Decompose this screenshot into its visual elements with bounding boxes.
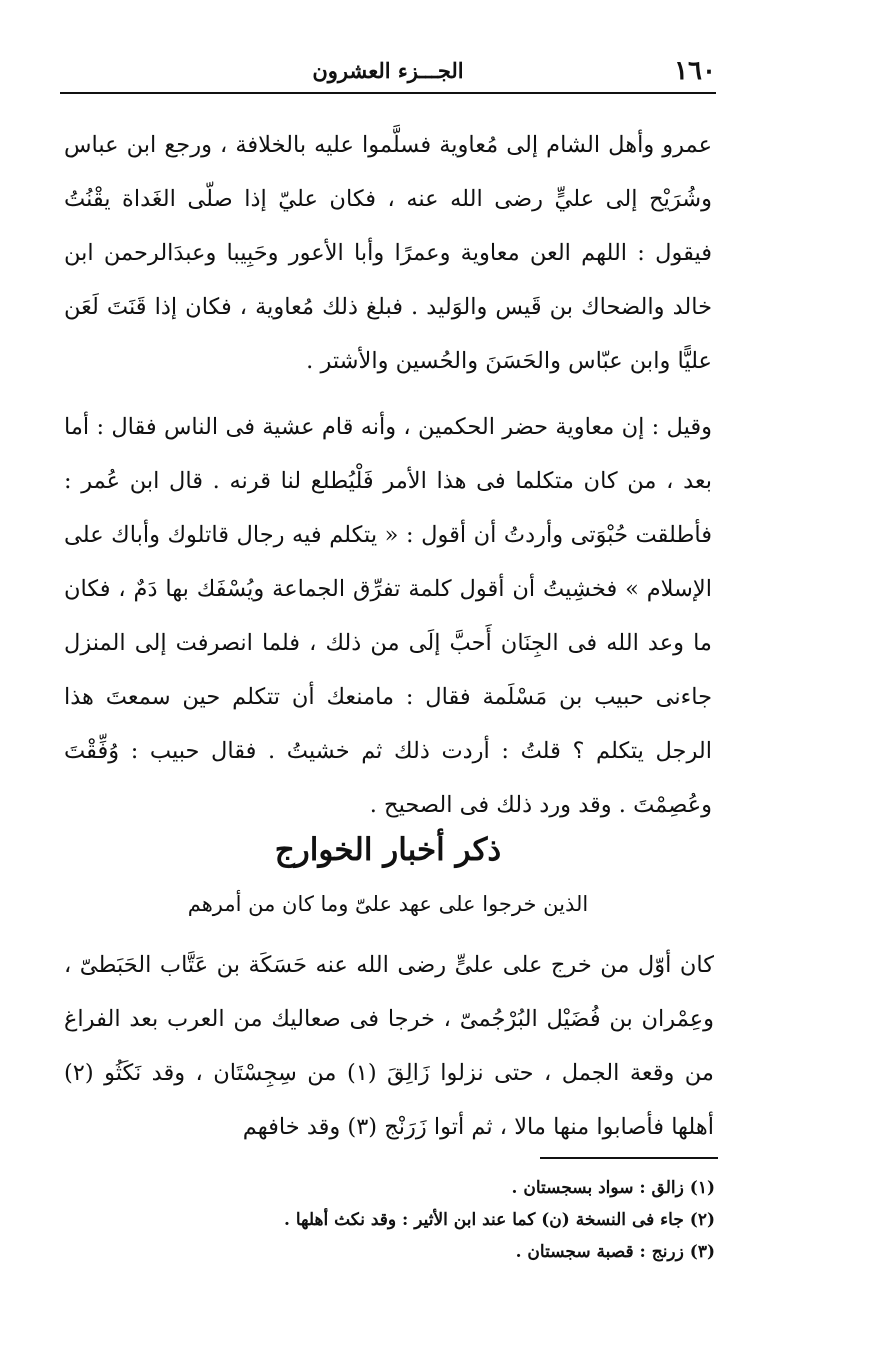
section-subtitle: الذين خرجوا على عهد علىّ وما كان من أمرهم (187, 892, 589, 916)
section-title: ذكر أخبار الخوارج (274, 832, 502, 868)
footnotes (180, 1172, 715, 1268)
footnote-divider (540, 1157, 718, 1159)
paragraph-1: عمرو وأهل الشام إلى مُعاوية فسلَّموا عليه بالخلافة ، ورجع ابن عباس وشُرَيْح إلى عليٍّ رضى الله عنه ، فكان عليّ إذا صلّى الغَداة يقْنُتُ فيقول : اللهم العن معاوية وعمرًا وأبا الأعور وحَبِيبا وعبدَالرحمن ابن خالد والضحاك بن قَيس والوَليد . فبلغ ذلك مُعاوية ، فكان إذا قَنَتَ لَعَن عليًّا وابن عبّاس والحَسَنَ والحُسين والأشتر . (64, 132, 712, 374)
paragraph-2: وقيل : إن معاوية حضر الحكمين ، وأنه قام عشية فى الناس فقال : أما بعد ، من كان متكلما فى هذا الأمر فَلْيُطلع لنا قرنه . قال ابن عُمر : فأطلقت حُبْوَتى وأردتُ أن أقول : « يتكلم فيه رجال قاتلوك وأباك على الإسلام » فخشِيتُ أن أقول كلمة تفرِّق الجماعة ويُسْفَك بها دَمٌ ، فكان ما وعد الله فى الجِنَان أَحبَّ إلَى من ذلك ، فلما انصرفت إلى المنزل جاءنى حبيب بن مَسْلَمة فقال : مامنعك أن تتكلم حين سمعتَ هذا الرجل يتكلم ؟ قلتُ : أردت ذلك ثم خشيتُ . فقال حبيب : وُفِّقْتَ وعُصِمْتَ . وقد ورد ذلك فى الصحيح . (64, 414, 712, 818)
footnote-2: (٢) جاء فى النسخة (ن) كما عند ابن الأثير : وقد نكث أهلها . (284, 1210, 715, 1230)
section-text (64, 938, 714, 1154)
main-text (64, 118, 712, 832)
section-paragraph: كان أوّل من خرج على علىٍّ رضى الله عنه حَسَكَة بن عَتَّاب الحَبَطىّ ، وعِمْران بن فُضَيْل البُرْجُمىّ ، خرجا فى صعاليك من العرب بعد الفراغ من وقعة الجمل ، حتى نزلوا زَالِقَ (١) من سِجِسْتَان ، وقد نَكَثُو (٢) أهلها فأصابوا منها مالا ، ثم أتوا زَرَنْج (٣) وقد خافهم (64, 952, 714, 1140)
page-header (60, 52, 716, 94)
footnote-1: (١) زالق : سواد بسجستان . (511, 1178, 715, 1198)
page-number: ١٦٠ (674, 56, 716, 86)
footnote-3: (٣) زرنج : قصبة سجستان . (515, 1242, 715, 1262)
running-title: الجـــزء العشرون (312, 58, 464, 83)
